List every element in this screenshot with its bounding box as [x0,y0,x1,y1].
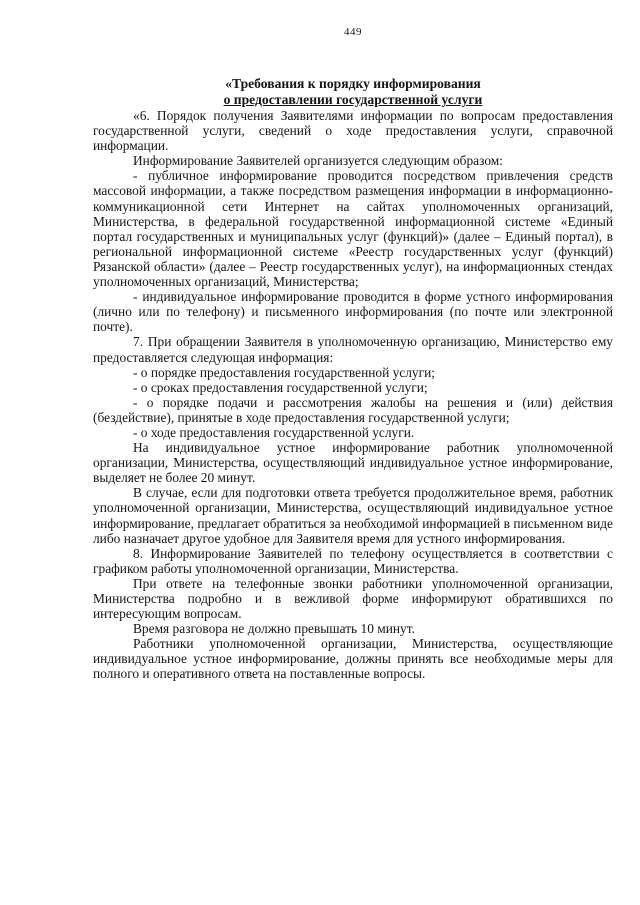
list-item-terms: - о сроках предоставления государственной услуги; [133,379,428,395]
paragraph-informing-organization: Информирование Заявителей организуется следующим образом: [133,153,503,169]
list-item-progress: - о ходе предоставления государственной услуги. [133,424,415,440]
paragraph-7-intro: 7. При обращении Заявителя в уполномоченную организацию, Министерство ему предоставляется следующая информация: [93,334,613,365]
list-item-complaints: - о порядке подачи и рассмотрения жалобы на решения и (или) действия (бездействие), принятые в ходе предоставления государственной услуги; [93,394,613,425]
document-page [93,26,613,682]
paragraph-staff-measures: Работники уполномоченной организации, Министерства, осуществляющие индивидуальное устное информирование, должны принять все необходимые меры для полного и оперативного ответа на поставленные вопросы. [93,636,613,682]
page-number: 449 [344,26,362,38]
paragraph-individual-informing: - индивидуальное информирование проводится в форме устного информирования (лично или по телефону) и письменного информирования (по почте или электронной почте). [93,289,613,335]
paragraph-call-duration: Время разговора не должно превышать 10 минут. [133,621,415,637]
paragraph-phone-calls: При ответе на телефонные звонки работники уполномоченной организации, Министерства подробно и в вежливой форме информируют обратившихся по интересующим вопросам. [93,575,613,622]
paragraph-time-limit: На индивидуальное устное информирование работник уполномоченной организации, Министерства, осуществляющий индивидуальное устное информирование, выделяет не более 20 минут. [93,440,613,486]
list-item-procedure: - о порядке предоставления государственной услуги; [133,364,436,380]
title-line-2: о предоставлении государственной услуги [223,92,483,107]
section-title [93,76,613,108]
paragraph-public-informing: - публичное информирование проводится посредством привлечения средств массовой информации, а также посредством размещения информации в информационно-коммуникационной сети Интернет на сайтах уполномоченных организаций, Министерства, в федеральной государственной информационной системе «Единый портал государственных и муниципальных услуг (функций)» (далее – Единый портал), в региональной информационной системе «Реестр государственных услуг (функций) Рязанской области» (далее – Реестр государственных услуг), на информационных стендах уполномоченных организаций, Министерства; [93,168,613,290]
paragraph-6-intro: «6. Порядок получения Заявителями информации по вопросам предоставления государственной услуги, сведений о ходе предоставления услуги, справочной информации. [93,108,613,154]
title-line-1: «Требования к порядку информирования [225,76,481,91]
paragraph-long-answer: В случае, если для подготовки ответа требуется продолжительное время, работник уполномоченной организации, Министерства, осуществляющий индивидуальное устное информирование, предлагает обратиться за необходимой информацией в письменном виде либо назначает другое удобное для Заявителя время для устного информирования. [93,485,613,546]
paragraph-8-phone: 8. Информирование Заявителей по телефону осуществляется в соответствии с графиком работы уполномоченной организации, Министерства. [93,545,613,576]
